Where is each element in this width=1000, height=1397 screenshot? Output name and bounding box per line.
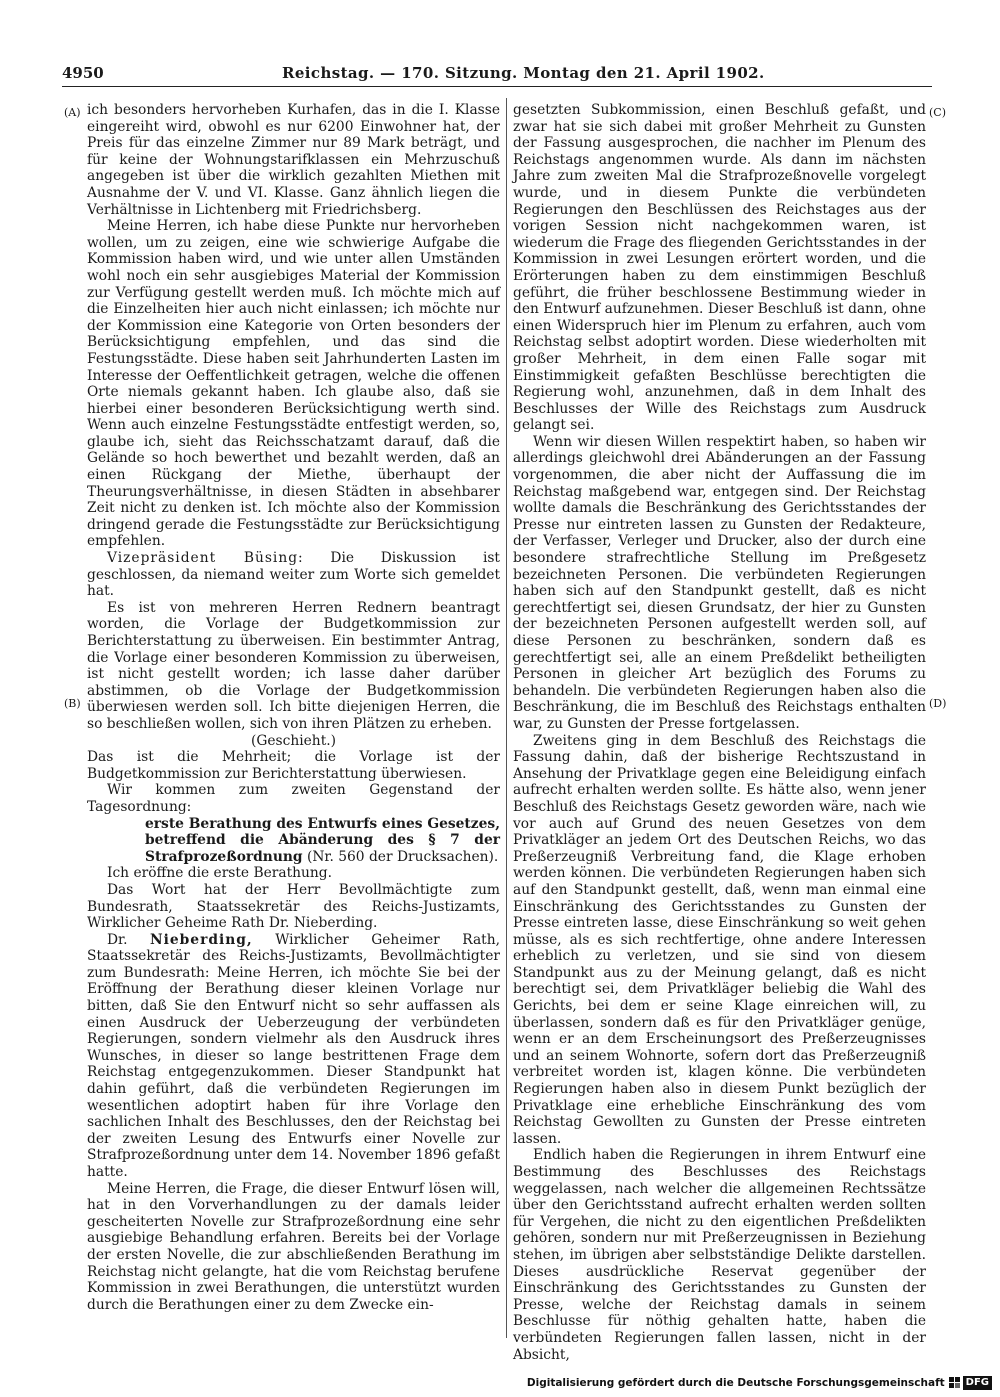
right-column — [513, 102, 926, 1363]
paragraph: gesetzten Subkommission, einen Beschluß gefaßt, und zwar hat sie sich dabei mit großer Mehrheit zu Gunsten der Fassung ausgesprochen, die nachher im Plenum des Reichstags angenommen wurde. Als dann im nächsten Jahre zum zweiten Mal die Strafprozeßnovelle vorgelegt wurde, und in diesem Punkte die verbündeten Regierungen den Beschlüssen des Reichstages aus der vorigen Session nicht nachgekommen waren, ist wiederum die Frage des fliegenden Gerichtsstandes in der Kommission in zwei Lesungen erörtert worden, und die Erörterungen haben zu dem einstimmigen Beschluß geführt, die früher beschlossene Bestimmung wieder in den Entwurf aufzunehmen. Dieser Beschluß ist dann, ohne einen Widerspruch hier im Plenum zu erfahren, auch vom Reichstag selbst adoptirt worden. Diese wiederholten mit großer Mehrheit, in dem einen Falle sogar mit Einstimmigkeit gefaßten Beschlüsse berechtigten die Regierung wohl, anzunehmen, daß in dem Inhalt des Beschlusses der Wille des Reichstags zum Ausdruck gelangt sei. — [513, 102, 926, 434]
paragraph — [87, 550, 500, 600]
margin-marker-c: (C) — [929, 106, 946, 119]
stage-direction: (Geschieht.) — [250, 732, 337, 749]
margin-marker-b: (B) — [64, 697, 81, 710]
running-title: Reichstag. — 170. Sitzung. Montag den 21. April 1902. — [282, 64, 765, 82]
left-column — [87, 102, 500, 1332]
paragraph: Endlich haben die Regierungen in ihrem Entwurf eine Bestimmung des Beschlusses des Reichstags weggelassen, nach welcher die allgemeinen Rechtssätze über den Gerichtsstand aufrecht erhalten werden sollten für Vergehen, die nicht zu den eigentlichen Preßdelikten gehören, sondern nur mit Preßerzeugnissen in Beziehung stehen, im übrigen aber selbstständige Delikte darstellen. Dieses ausdrückliche Reservat gegenüber der Einschränkung des Gerichtsstandes zu Gunsten der Presse, welche der Reichstag damals in seinem Beschlusse für nöthig gehalten hatte, haben die verbündeten Regierungen fallen lassen, nicht in der Absicht, — [513, 1147, 926, 1363]
paragraph-text: Wirklicher Geheimer Rath, Staatssekretär des Reichs-Justizamts, Bevollmächtigter zum Bundesrath: Meine Herren, ich möchte Sie bei der Eröffnung der Berathung dieser kleinen Vorlage nur bitten, daß Sie den Entwurf nicht so sehr auffassen als einen Ausdruck der Ueberzeugung der verbündeten Regierungen, sondern vielmehr als den Ausdruck ihres Wunsches, in dieser so lange bestrittenen Frage dem Reichstag entgegenzukommen. Dieser Standpunkt hat dahin geführt, daß die verbündeten Regierungen im wesentlichen adoptirt haben für ihre Vorlage den sachlichen Inhalt des Beschlusses, den der Reichstag bei der zweiten Lesung des Entwurfs einer Novelle zur Strafprozeßordnung unter dem 14. November 1896 gefaßt hatte. — [87, 931, 500, 1180]
paragraph: Meine Herren, ich habe diese Punkte nur hervorheben wollen, um zu zeigen, eine wie schwierige Aufgabe die Kommission haben wird, und wie unter allen Umständen wohl noch ein sehr ausgiebiges Material der Kommission zur Verfügung gestellt werden muß. Ich möchte mich auf die Einzelheiten hier auch nicht einlassen; ich möchte nur der Kommission eine Kategorie von Orten besonders der Berücksichtigung empfehlen, und das sind die Festungsstädte. Diese haben seit Jahrhunderten Lasten im Interesse der Oeffentlichkeit getragen, welche die offenen Orte niemals gekannt haben. Ich glaube also, daß sie hierbei einer besonderen Berücksichtigung werth sind. Wenn auch einzelne Festungsstädte entfestigt werden, so, glaube ich, sieht das Reichsschatzamt darauf, daß die Gelände so hoch bewerthet und bezahlt werden, daß an einen Rückgang der Miethe, überhaupt der Theurungsverhältnisse, in diesen Städten in absehbarer Zeit nicht zu denken ist. Ich möchte also der Kommission dringend gerade die Festungsstädte zur Berücksichtigung empfehlen. — [87, 218, 500, 550]
paragraph: Zweitens ging in dem Beschluß des Reichstags die Fassung dahin, daß der bisherige Rechtszustand in Ansehung der Privatklage gegen eine Beleidigung einfach aufrecht erhalten werden sollte. Es hätte also, wenn jener Beschluß des Reichstags Gesetz geworden wäre, nach wie vor auch auf Grund des neuen Gesetzes von dem Privatkläger an jedem Ort des Deutschen Reichs, wo das Preßerzeugniß Verbreitung fand, die Klage erhoben werden können. Die verbündeten Regierungen haben sich auf den Standpunkt gestellt, daß, wenn man einmal eine Einschränkung des Gerichtsstandes zu Gunsten der Presse eintreten lasse, diese Einschränkung so weit gehen müsse, als es sich rechtfertige, ohne andere Interessen erheblich zu verletzen, und sie sind von diesem Standpunkt aus zu der Meinung gelangt, daß es nicht berechtigt sei, dem Privatkläger beliebig die Wahl des Gerichts, bei dem er seine Klage einreichen will, zu überlassen, sondern daß es für den Privatkläger genüge, wenn er an dem Erscheinungsort des Preßerzeugnisses und an seinem Wohnorte, sofern dort das Preßerzeugniß verbreitet worden ist, klagen könne. Die verbündeten Regierungen haben also in diesem Punkt bezüglich der Privatklage eine erhebliche Einschränkung des vom Reichstag Gewollten zu Gunsten der Presse eintreten lassen. — [513, 732, 926, 1147]
paragraph: Es ist von mehreren Herren Rednern beantragt worden, die Vorlage der Budgetkommission zur Berichterstattung zu überweisen. Ein bestimmter Antrag, die Vorlage einer besonderen Kommission zu überweisen, ist nicht gestellt worden; ich lasse daher darüber abstimmen, ob die Vorlage der Budgetkommission überwiesen werden soll. Ich bitte diejenigen Herren, die so beschließen wollen, sich von ihren Plätzen zu erheben. — [87, 599, 500, 732]
dfg-logo-text: DFG — [963, 1376, 992, 1390]
paragraph: ich besonders hervorheben Kurhafen, das in die I. Klasse eingereiht wird, obwohl es nur 6200 Einwohner hat, der Preis für das einzelne Zimmer nur 89 Mark beträgt, und für keine der Wohnungstarifklassen ein Mehrzuschuß angegeben ist über die wirklich gezahlten Miethen mit Ausnahme der V. und VI. Klasse. Ganz ähnlich liegen die Verhältnisse in Lichtenberg mit Friedrichsberg. — [87, 102, 500, 218]
agenda-item — [145, 816, 500, 866]
speaker-name: Nieberding, — [150, 931, 253, 948]
paragraph: Wir kommen zum zweiten Gegenstand der Tagesordnung: — [87, 782, 500, 815]
footer-credit — [527, 1375, 992, 1391]
paragraph: Wenn wir diesen Willen respektirt haben, so haben wir allerdings gleichwohl drei Abänderungen an der Fassung vorgenommen, die aber nicht der Auffassung die im Reichstag maßgebend war, entgegen sind. Der Reichstag wollte damals die Beschränkung des Gerichtsstandes der Presse nur eintreten lassen zu Gunsten der Redakteure, der Verfasser, Verleger und Drucker, also der durch eine besondere strafrechtliche Stellung im Preßgesetz bezeichneten Personen. Die verbündeten Regierungen haben sich auf den Standpunkt gestellt, daß es nicht gerechtfertigt sei, diesen Grundsatz, der hier zu Gunsten der bezeichneten Personen aufgestellt werden soll, auf diese Personen zu beschränken, sondern daß es gerechtfertigt sei, alle an einem Preßdelikt betheiligten Personen in gleicher Art bezüglich des Forums zu behandeln. Die verbündeten Regierungen haben also die Beschränkung, die im Beschluß des Reichstags enthalten war, zu Gunsten der Presse fortgelassen. — [513, 433, 926, 732]
margin-marker-d: (D) — [929, 697, 947, 710]
paragraph: Das ist die Mehrheit; die Vorlage ist der Budgetkommission zur Berichterstattung überwiesen. — [87, 749, 500, 782]
paragraph: Das Wort hat der Herr Bevollmächtigte zum Bundesrath, Staatssekretär des Reichs-Justizamts, Wirklicher Geheime Rath Dr. Nieberding. — [87, 881, 500, 932]
paragraph-text: Die Diskussion ist geschlossen, da niemand weiter zum Worte sich gemeldet hat. — [87, 550, 500, 600]
speaker-name: Vizepräsident Büsing: — [107, 550, 304, 567]
agenda-item-title: erste Berathung des Entwurfs eines Gesetzes, betreffend die Abänderung des § 7 der Strafprozeßordnung — [145, 815, 500, 865]
paragraph: Meine Herren, die Frage, die dieser Entwurf lösen will, hat in den Vorverhandlungen zu der damals leider gescheiterten Novelle zur Strafprozeßordnung eine sehr ausgiebige Behandlung erfahren. Bereits bei der Vorlage der ersten Novelle, die zur abschließenden Berathung im Reichstag nicht gelangte, hat die vom Reichstag berufene Kommission in zwei Berathungen, die unterstützt wurden durch die Berathungen einer zu dem Zwecke ein- — [87, 1180, 500, 1313]
page-number: 4950 — [62, 64, 104, 82]
page-header — [62, 64, 932, 87]
speaker-title: Dr. — [107, 931, 151, 948]
margin-marker-a: (A) — [64, 106, 81, 119]
dfg-logo-mark-icon — [949, 1377, 961, 1389]
paragraph: Ich eröffne die erste Berathung. — [107, 865, 333, 882]
column-divider — [506, 98, 507, 1338]
agenda-item-reference: (Nr. 560 der Drucksachen). — [302, 848, 499, 865]
footer-credit-text: Digitalisierung gefördert durch die Deutsche Forschungsgemeinschaft — [526, 1377, 945, 1389]
paragraph — [87, 932, 500, 1181]
dfg-logo — [949, 1376, 992, 1390]
